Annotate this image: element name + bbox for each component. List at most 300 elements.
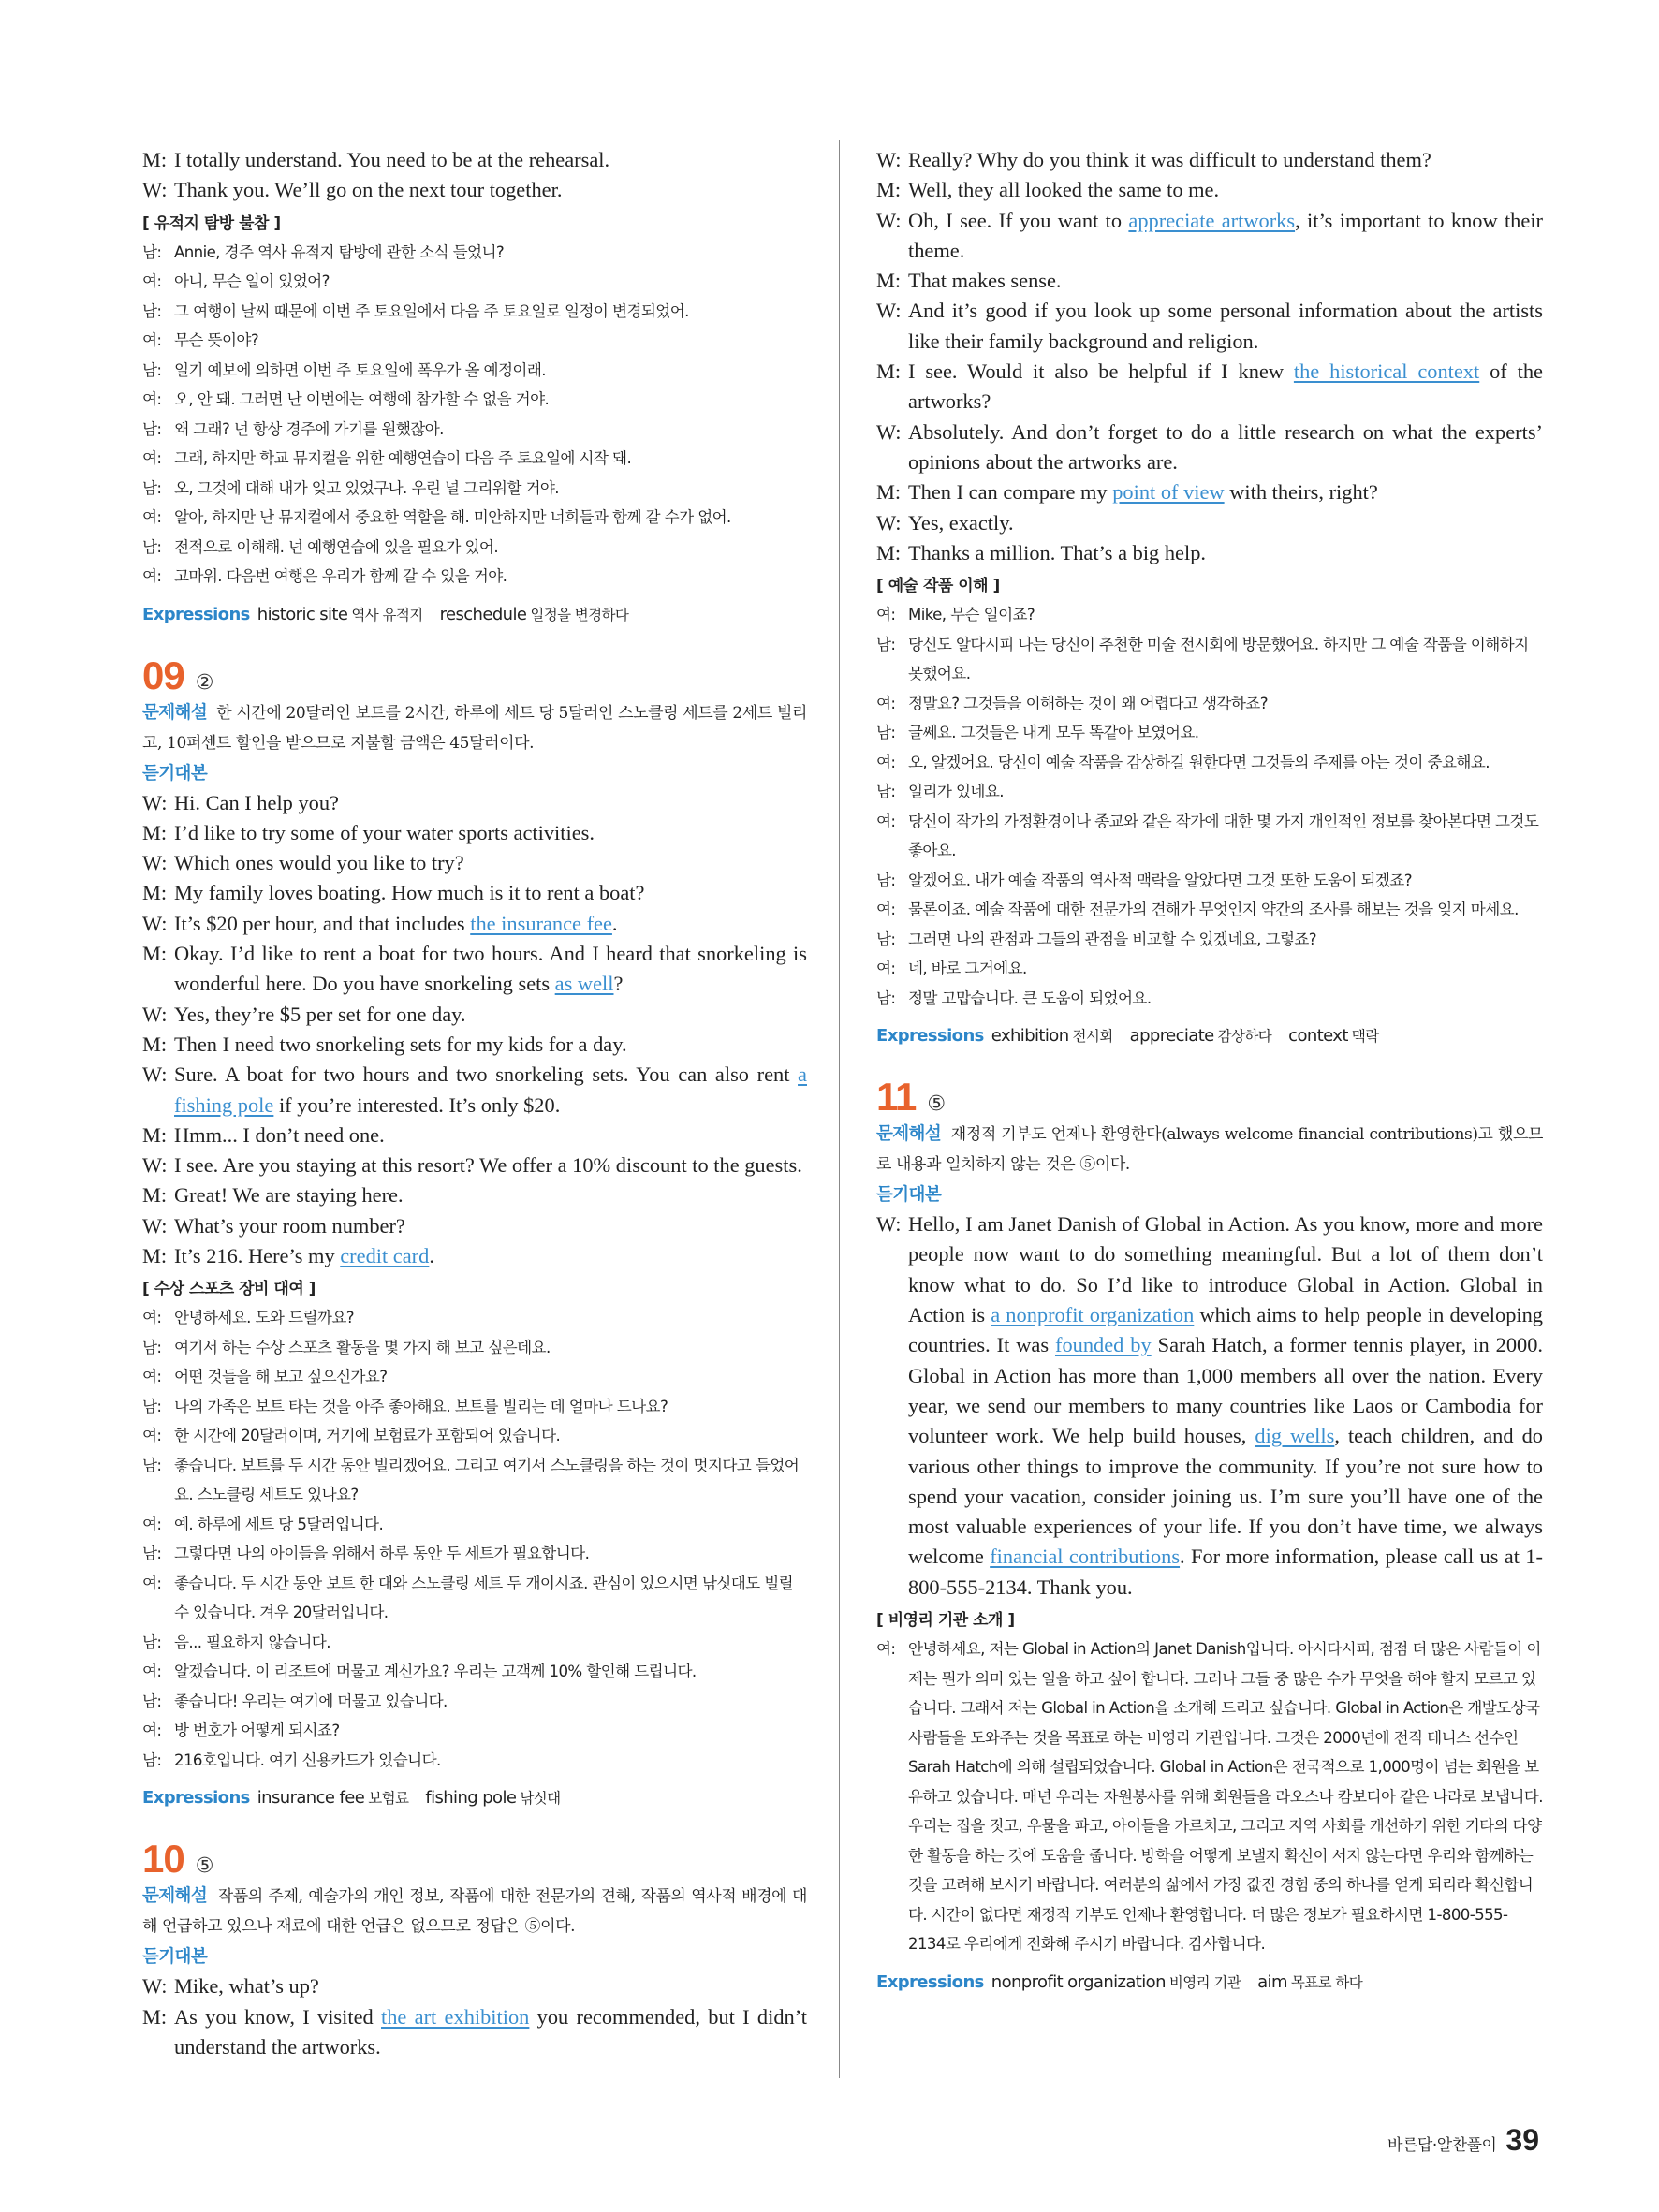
q11-explanation-label: 문제해설 xyxy=(876,1124,942,1145)
speaker: 여: xyxy=(142,1368,162,1386)
dialogue-line xyxy=(142,1060,807,1121)
dialogue-line xyxy=(142,2002,807,2063)
translation-line xyxy=(142,1421,807,1451)
line-text: 음... 필요하지 않습니다. xyxy=(174,1633,330,1651)
dialogue-line xyxy=(142,1211,807,1241)
line-text: 좋습니다. 두 시간 동안 보트 한 대와 스노클링 세트 두 개이시죠. 관심이 있으시면 낚싯대도 빌릴 수 있습니다. 겨우 20달러입니다. xyxy=(174,1574,794,1622)
q10-explanation-text: 작품의 주제, 예술가의 개인 정보, 작품에 대한 전문가의 견해, 작품의 역사적 배경에 대해 언급하고 있으나 재료에 대한 언급은 없으므로 정답은 ⑤이다. xyxy=(142,1887,807,1937)
speaker: 남: xyxy=(142,1751,162,1769)
expression-meaning: 전시회 xyxy=(1072,1028,1113,1046)
line-text: 고마워. 다음번 여행은 우리가 함께 갈 수 있을 거야. xyxy=(174,567,507,586)
q10-number: 10 xyxy=(142,1837,184,1882)
text-segment: ? xyxy=(613,972,624,996)
line-text: 아니, 무슨 일이 있었어? xyxy=(174,272,330,291)
q10-translation xyxy=(876,600,1543,1013)
highlight-phrase: founded by xyxy=(1054,1333,1152,1357)
text-segment: I see. Would it also be helpful if I knew xyxy=(908,359,1294,384)
line-text: 안녕하세요, 저는 Global in Action의 Janet Danish입니다. 아시다시피, 점점 더 많은 사람들이 이제는 뭔가 의미 있는 일을 하고 싶어 합니다. 그러나 그들 중 많은 수가 무엇을 해야 할지 모르고 있습니다. 그래서 저는 Global in Action을 소개해 드리고 싶습니다. Global in Action은 개발도상국 사람들을 도와주는 것을 목표로 하는 비영리 기관입니다. 그것은 2000년에 전직 테니스 선수인 Sarah Hatch에 의해 설립되었습니다. Global in Action은 전국적으로 1,000명이 넘는 회원을 보유하고 있습니다. 매년 우리는 자원봉사를 위해 회원들을 라오스나 캄보디아 같은 나라로 보냅니다. 우리는 집을 짓고, 우물을 파고, 아이들을 가르치고, 그리고 지역 사회를 개선하기 위한 기타의 다양한 활동을 하는 것에 도움을 줍니다. 방학을 어떻게 보낼지 확신이 서지 않는다면 우리와 함께하는 것을 고려해 보시기 바랍니다. 여러분의 삶에서 가장 값진 경험 중의 하나를 얻게 되리라 확신합니다. 시간이 없다면 재정적 기부도 언제나 환영합니다. 더 많은 정보가 필요하시면 1-800-555-2134로 우리에게 전화해 주시기 바랍니다. 감사합니다. xyxy=(908,1640,1543,1954)
speaker: 남: xyxy=(142,1692,162,1710)
speaker: 남: xyxy=(142,1456,162,1474)
dialogue-line xyxy=(876,296,1543,357)
line-text xyxy=(174,939,807,1000)
line-text: 당신도 알다시피 나는 당신이 추천한 미술 전시회에 방문했어요. 하지만 그 예술 작품을 이해하지 못했어요. xyxy=(908,635,1529,683)
line-text: 정말요? 그것들을 이해하는 것이 왜 어렵다고 생각하죠? xyxy=(908,694,1268,712)
speaker: M: xyxy=(876,480,902,505)
expression-term: nonprofit organization xyxy=(991,1971,1166,1992)
page-footer xyxy=(1387,2123,1539,2158)
dialogue-line xyxy=(142,1121,807,1150)
highlight-phrase: the art exhibition xyxy=(381,2004,530,2029)
highlight-phrase: the insurance fee xyxy=(470,911,612,935)
line-text: 방 번호가 어떻게 되시죠? xyxy=(174,1721,340,1740)
speaker: W: xyxy=(142,178,168,202)
dialogue-line xyxy=(142,1971,807,2001)
line-text: 물론이죠. 예술 작품에 대한 전문가의 견해가 무엇인지 약간의 조사를 해보는 것을 잊지 마세요. xyxy=(908,901,1519,919)
translation-line xyxy=(876,954,1543,984)
translation-line xyxy=(142,1362,807,1392)
speaker: 남: xyxy=(142,1545,162,1563)
line-text: 216호입니다. 여기 신용카드가 있습니다. xyxy=(174,1751,441,1769)
q10-script-label: 듣기대본 xyxy=(142,1947,208,1968)
q09-number: 09 xyxy=(142,652,184,697)
q10-header xyxy=(142,1837,807,1882)
line-text: 네, 바로 그거에요. xyxy=(908,960,1027,978)
text-segment: And it’s good if you look up some personal information about the artists like their family background and religion. xyxy=(908,299,1543,353)
line-text: 당신이 작가의 가정환경이나 종교와 같은 작가에 대한 몇 가지 개인적인 정보를 찾아본다면 그것도 좋아요. xyxy=(908,812,1539,860)
expression-meaning: 일정을 변경하다 xyxy=(530,606,629,623)
speaker: W: xyxy=(876,299,902,323)
speaker: 남: xyxy=(876,724,896,742)
line-text xyxy=(174,1150,807,1180)
line-text xyxy=(908,296,1543,357)
translation-line xyxy=(142,1628,807,1658)
q08-translation xyxy=(142,238,807,592)
highlight-phrase: dig wells xyxy=(1255,1424,1335,1448)
text-segment: That makes sense. xyxy=(908,269,1062,293)
text-segment: As you know, I visited xyxy=(174,2004,381,2029)
text-segment: Sarah Hatch, a former tennis player, in 2000. Global in Action has more than 1,000 members all over the nation. Every year, we send our members to many countries like Laos or Cambodia for volunteer work. We help build houses, xyxy=(908,1333,1543,1448)
text-segment: . xyxy=(429,1244,434,1268)
q09-expressions xyxy=(142,1784,807,1812)
q10-explanation xyxy=(142,1882,807,1941)
speaker: 여: xyxy=(876,901,896,919)
line-text: 오, 알겠어요. 당신이 예술 작품을 감상하길 원한다면 그것들의 주제를 아는 것이 중요해요. xyxy=(908,753,1490,771)
q08-expressions xyxy=(142,601,807,629)
dialogue-line xyxy=(142,878,807,908)
q11-explanation xyxy=(876,1120,1543,1179)
text-segment: My family loves boating. How much is it to rent a boat? xyxy=(174,881,645,905)
expression-term: reschedule xyxy=(439,604,527,624)
speaker: 남: xyxy=(142,1397,162,1415)
expression-meaning: 역사 유적지 xyxy=(351,606,423,623)
dialogue-line xyxy=(142,1000,807,1030)
q10-expressions xyxy=(876,1022,1543,1050)
text-segment: which aims to help people in developing countries. It was xyxy=(908,1303,1543,1357)
speaker: 남: xyxy=(142,419,162,438)
dialogue-line xyxy=(142,1180,807,1210)
translation-line xyxy=(142,1569,807,1628)
translation-line xyxy=(142,1451,807,1510)
speaker: 여: xyxy=(142,1427,162,1445)
text-segment: if you’re interested. It’s only $20. xyxy=(273,1092,561,1117)
line-text: 좋습니다! 우리는 여기에 머물고 있습니다. xyxy=(174,1692,448,1710)
line-text xyxy=(174,788,807,818)
speaker: 여: xyxy=(142,567,162,586)
highlight-phrase: appreciate artworks xyxy=(1128,208,1296,232)
speaker: 여: xyxy=(142,1574,162,1592)
dialogue-line xyxy=(142,1241,807,1271)
line-text: Annie, 경주 역사 유적지 탐방에 관한 소식 들었니? xyxy=(174,242,505,261)
line-text xyxy=(174,1211,807,1241)
dialogue-line xyxy=(142,1030,807,1060)
line-text: 좋습니다. 보트를 두 시간 동안 빌리겠어요. 그리고 여기서 스노클링을 하는 것이 멋지다고 들었어요. 스노클링 세트도 있나요? xyxy=(174,1456,800,1504)
speaker: 남: xyxy=(876,635,896,653)
q11-script xyxy=(876,1209,1543,1603)
text-segment: Really? Why do you think it was difficult to understand them? xyxy=(908,148,1431,171)
q08-script-end xyxy=(142,145,807,206)
highlight-phrase: the historical context xyxy=(1293,359,1480,384)
line-text xyxy=(174,818,807,848)
line-text xyxy=(908,1209,1543,1603)
text-segment: you recommended, but I didn’t understand the artworks. xyxy=(174,2004,807,2058)
dialogue-line xyxy=(142,145,807,175)
text-segment: Hi. Can I help you? xyxy=(174,790,339,814)
translation-line xyxy=(876,600,1543,630)
text-segment: Well, they all looked the same to me. xyxy=(908,178,1220,202)
q11-answer: ⑤ xyxy=(927,1092,947,1117)
dialogue-line xyxy=(142,175,807,205)
speaker: W: xyxy=(142,851,168,875)
text-segment: It’s 216. Here’s my xyxy=(174,1244,341,1268)
line-text xyxy=(174,909,807,939)
q09-explanation-text: 한 시간에 20달러인 보트를 2시간, 하루에 세트 당 5달러인 스노클링 세트를 2세트 빌리고, 10퍼센트 할인을 받으므로 지불할 금액은 45달러이다. xyxy=(142,703,807,753)
text-segment: , teach children, and do various other things to improve the community. If you’re not sure how to spend your vacation, consider joining us. I’m sure you’ll have one of the most valuable experiences of your life. If you don’t have time, we always welcome xyxy=(908,1424,1543,1569)
translation-line xyxy=(876,895,1543,925)
text-segment: I see. Are you staying at this resort? We offer a 10% discount to the guests. xyxy=(174,1153,802,1178)
translation-line xyxy=(142,1392,807,1422)
text-segment: Oh, I see. If you want to xyxy=(908,208,1129,232)
speaker: W: xyxy=(876,1212,902,1237)
line-text: 그러면 나의 관점과 그들의 관점을 비교할 수 있겠네요, 그렇죠? xyxy=(908,930,1317,948)
text-segment: . xyxy=(611,911,618,935)
speaker: 남: xyxy=(142,1338,162,1356)
text-segment: Yes, they’re $5 per set for one day. xyxy=(174,1002,466,1026)
text-segment: Thanks a million. That’s a big help. xyxy=(908,540,1206,564)
line-text xyxy=(174,2002,807,2063)
translation-line xyxy=(142,1657,807,1687)
speaker: 남: xyxy=(876,871,896,889)
line-text xyxy=(908,538,1543,568)
speaker: 여: xyxy=(142,1721,162,1740)
speaker: 여: xyxy=(876,694,896,712)
right-column xyxy=(876,145,1543,1997)
text-segment: with theirs, right? xyxy=(1224,480,1378,505)
speaker: 남: xyxy=(142,301,162,320)
line-text: 그 여행이 날씨 때문에 이번 주 토요일에서 다음 주 토요일로 일정이 변경되었어. xyxy=(174,301,689,320)
dialogue-line xyxy=(142,909,807,939)
translation-line xyxy=(142,1510,807,1540)
text-segment: Hmm... I don’t need one. xyxy=(174,1122,385,1147)
line-text xyxy=(174,1000,807,1030)
translation-line xyxy=(876,1634,1543,1959)
dialogue-line xyxy=(876,145,1543,175)
text-segment: Which ones would you like to try? xyxy=(174,851,464,875)
text-segment: . For more information, please call us at 1-800-555-2134. Thank you. xyxy=(908,1545,1543,1599)
page-number: 39 xyxy=(1505,2123,1539,2157)
speaker: M: xyxy=(142,1032,168,1056)
q10-script-continued xyxy=(876,145,1543,568)
line-text xyxy=(174,1180,807,1210)
expression-term: aim xyxy=(1257,1971,1287,1992)
line-text: 안녕하세요. 도와 드릴까요? xyxy=(174,1309,354,1327)
text-segment: Mike, what’s up? xyxy=(174,1974,319,1999)
speaker: 여: xyxy=(142,1663,162,1681)
dialogue-line xyxy=(876,417,1543,478)
expressions-label: Expressions xyxy=(876,1971,984,1992)
text-segment: , it’s important to know their theme. xyxy=(908,208,1543,262)
expression-meaning: 목표로 하다 xyxy=(1290,1973,1363,1991)
translation-line xyxy=(142,1303,807,1333)
column-divider xyxy=(839,140,840,2078)
dialogue-line xyxy=(142,848,807,878)
translation-line xyxy=(142,297,807,327)
line-text: 예. 하루에 세트 당 5달러입니다. xyxy=(174,1515,384,1533)
dialogue-line xyxy=(876,175,1543,205)
q09-header xyxy=(142,653,807,698)
translation-line xyxy=(142,1716,807,1746)
line-text: 알아, 하지만 난 뮤지컬에서 중요한 역할을 해. 미안하지만 너희들과 함께 갈 수가 없어. xyxy=(174,508,731,527)
translation-line xyxy=(142,238,807,268)
q11-translation xyxy=(876,1634,1543,1959)
line-text: 정말 고맙습니다. 큰 도움이 되었어요. xyxy=(908,989,1152,1007)
q11-explanation-text: 재정적 기부도 언제나 환영한다(always welcome financial contributions)고 했으므로 내용과 일치하지 않는 것은 ⑤이다. xyxy=(876,1125,1543,1175)
speaker: M: xyxy=(142,2004,168,2029)
speaker: 여: xyxy=(142,449,162,468)
dialogue-line xyxy=(876,357,1543,417)
dialogue-line xyxy=(876,538,1543,568)
translation-line xyxy=(142,267,807,297)
q10-translation-title: [ 예술 작품 이해 ] xyxy=(876,577,1000,596)
translation-line xyxy=(876,866,1543,896)
line-text: 전적으로 이해해. 넌 예행연습에 있을 필요가 있어. xyxy=(174,537,498,556)
line-text xyxy=(174,1030,807,1060)
speaker: 여: xyxy=(876,753,896,771)
line-text: Thank you. We’ll go on the next tour together. xyxy=(174,178,563,202)
expression-term: appreciate xyxy=(1129,1026,1214,1047)
speaker: M: xyxy=(142,1122,168,1147)
line-text: 어떤 것들을 해 보고 싶으신가요? xyxy=(174,1368,388,1386)
q09-explanation-label: 문제해설 xyxy=(142,702,208,723)
speaker: W: xyxy=(876,148,902,171)
line-text: 나의 가족은 보트 타는 것을 아주 좋아해요. 보트를 빌리는 데 얼마나 드나요? xyxy=(174,1397,668,1415)
line-text xyxy=(908,508,1543,538)
text-segment: Then I need two snorkeling sets for my kids for a day. xyxy=(174,1032,627,1056)
speaker: 여: xyxy=(876,1640,896,1659)
line-text: 여기서 하는 수상 스포츠 활동을 몇 가지 해 보고 싶은데요. xyxy=(174,1338,551,1356)
q10-answer: ⑤ xyxy=(195,1854,214,1879)
speaker: W: xyxy=(142,911,168,935)
speaker: 여: xyxy=(876,960,896,978)
dialogue-line xyxy=(142,788,807,818)
q10-explanation-label: 문제해설 xyxy=(142,1886,208,1907)
translation-line xyxy=(876,748,1543,778)
translation-line xyxy=(142,385,807,415)
speaker: 남: xyxy=(142,242,162,261)
speaker: M: xyxy=(142,1183,168,1208)
speaker: W: xyxy=(142,1062,168,1087)
line-text: 오, 그것에 대해 내가 잊고 있었구나. 우린 널 그리워할 거야. xyxy=(174,478,559,497)
translation-line xyxy=(142,533,807,563)
speaker: M: xyxy=(876,269,902,293)
line-text: 오, 안 돼. 그러면 난 이번에는 여행에 참가할 수 없을 거야. xyxy=(174,390,550,409)
expression-term: context xyxy=(1288,1026,1348,1047)
line-text: 일리가 있네요. xyxy=(908,783,1004,801)
line-text xyxy=(174,1971,807,2001)
expressions-label: Expressions xyxy=(142,604,250,624)
expression-term: insurance fee xyxy=(257,1788,365,1809)
q11-translation-title: [ 비영리 기관 소개 ] xyxy=(876,1611,1015,1631)
text-segment: Great! We are staying here. xyxy=(174,1183,404,1208)
speaker: 여: xyxy=(876,812,896,830)
line-text xyxy=(174,1121,807,1150)
q09-translation-title: [ 수상 스포츠 장비 대여 ] xyxy=(142,1280,316,1299)
q08-translation-title: [ 유적지 탐방 불참 ] xyxy=(142,213,281,233)
q10-script xyxy=(142,1971,807,2062)
dialogue-line xyxy=(142,818,807,848)
line-text: 그렇다면 나의 아이들을 위해서 하루 동안 두 세트가 필요합니다. xyxy=(174,1545,590,1563)
highlight-phrase: financial contributions xyxy=(990,1545,1181,1569)
line-text: 무슨 뜻이야? xyxy=(174,331,259,350)
expressions-label: Expressions xyxy=(876,1026,984,1047)
translation-line xyxy=(876,718,1543,748)
speaker: 여: xyxy=(142,272,162,291)
text-segment: of the artworks? xyxy=(908,359,1544,414)
speaker: W: xyxy=(142,790,168,814)
speaker: M: xyxy=(142,820,168,844)
speaker: W: xyxy=(876,419,902,444)
q09-translation xyxy=(142,1303,807,1775)
text-segment: Absolutely. And don’t forget to do a little research on what the experts’ opinions about the artworks are. xyxy=(908,419,1543,474)
translation-line xyxy=(142,1333,807,1363)
speaker: 여: xyxy=(142,508,162,527)
speaker: 여: xyxy=(142,390,162,409)
speaker: W: xyxy=(142,1002,168,1026)
speaker: M: xyxy=(142,881,168,905)
speaker: 남: xyxy=(876,783,896,801)
translation-line xyxy=(142,1746,807,1776)
speaker: 여: xyxy=(876,606,896,624)
line-text: 왜 그래? 넌 항상 경주에 가기를 원했잖아. xyxy=(174,419,444,438)
speaker: W: xyxy=(142,1213,168,1238)
speaker: M: xyxy=(142,148,168,171)
line-text: 그래, 하지만 학교 뮤지컬을 위한 예행연습이 다음 주 토요일에 시작 돼. xyxy=(174,449,632,468)
text-segment: Yes, exactly. xyxy=(908,510,1014,535)
expression-term: fishing pole xyxy=(425,1788,517,1809)
text-segment: It’s $20 per hour, and that includes xyxy=(174,911,471,935)
speaker: 남: xyxy=(142,537,162,556)
line-text xyxy=(908,206,1543,267)
speaker: M: xyxy=(142,1244,168,1268)
dialogue-line xyxy=(876,508,1543,538)
speaker: W: xyxy=(142,1153,168,1178)
line-text: 알겠습니다. 이 리조트에 머물고 계신가요? 우리는 고객께 10% 할인해 드립니다. xyxy=(174,1663,697,1681)
dialogue-line xyxy=(142,939,807,1000)
q09-script xyxy=(142,788,807,1272)
line-text xyxy=(908,175,1543,205)
speaker: 남: xyxy=(142,478,162,497)
translation-line xyxy=(876,777,1543,807)
line-text xyxy=(908,266,1543,296)
book-label: 바른답·알찬풀이 xyxy=(1387,2136,1497,2155)
expression-term: historic site xyxy=(257,604,348,624)
speaker: W: xyxy=(142,1974,168,1999)
line-text xyxy=(174,848,807,878)
line-text: 일기 예보에 의하면 이번 주 토요일에 폭우가 올 예정이래. xyxy=(174,360,546,379)
speaker: 여: xyxy=(142,1515,162,1533)
speaker: W: xyxy=(876,208,902,232)
line-text: I totally understand. You need to be at the rehearsal. xyxy=(174,148,610,171)
speaker: M: xyxy=(876,359,902,384)
dialogue-line xyxy=(876,206,1543,267)
translation-line xyxy=(876,630,1543,689)
q11-number: 11 xyxy=(876,1075,917,1120)
q09-script-label: 듣기대본 xyxy=(142,763,208,784)
translation-line xyxy=(142,562,807,592)
speaker: 남: xyxy=(142,360,162,379)
text-segment: Then I can compare my xyxy=(908,480,1113,505)
highlight-phrase: point of view xyxy=(1112,480,1225,505)
left-column xyxy=(142,145,807,2062)
translation-line xyxy=(876,984,1543,1014)
highlight-phrase: as well xyxy=(554,972,614,996)
text-segment: What’s your room number? xyxy=(174,1213,405,1238)
line-text xyxy=(174,1060,807,1121)
text-segment: I’d like to try some of your water sports activities. xyxy=(174,820,595,844)
speaker: W: xyxy=(876,510,902,535)
speaker: 여: xyxy=(142,331,162,350)
text-segment: Sure. A boat for two hours and two snorkeling sets. You can also rent xyxy=(174,1062,799,1087)
dialogue-line xyxy=(876,477,1543,507)
expressions-label: Expressions xyxy=(142,1788,250,1809)
line-text: Mike, 무슨 일이죠? xyxy=(908,606,1035,624)
speaker: M: xyxy=(876,178,902,202)
text-segment: Hello, I am Janet Danish of Global in Action. As you know, more and more people now want to do something meaningful. But a lot of them don’t know what to do. So I’d like to introduce Global in Action. Global in Action is xyxy=(908,1212,1543,1327)
dialogue-line xyxy=(142,1150,807,1180)
expression-term: exhibition xyxy=(991,1026,1069,1047)
text-segment: Okay. I’d like to rent a boat for two hours. And I heard that snorkeling is wonderful here. Do you have snorkeling sets xyxy=(174,942,807,996)
q11-script-label: 듣기대본 xyxy=(876,1185,942,1206)
expression-meaning: 보험료 xyxy=(368,1790,409,1808)
q11-expressions xyxy=(876,1969,1543,1997)
speaker: 여: xyxy=(142,1309,162,1327)
translation-line xyxy=(142,415,807,445)
line-text xyxy=(908,417,1543,478)
translation-line xyxy=(142,474,807,504)
speaker: M: xyxy=(142,942,168,966)
line-text xyxy=(174,1241,807,1271)
expression-meaning: 낚싯대 xyxy=(520,1790,561,1808)
speaker: 남: xyxy=(876,989,896,1007)
line-text xyxy=(174,878,807,908)
translation-line xyxy=(142,1687,807,1717)
expression-meaning: 비영리 기관 xyxy=(1168,1973,1241,1991)
translation-line xyxy=(876,689,1543,719)
expression-meaning: 감상하다 xyxy=(1217,1028,1272,1046)
expression-meaning: 맥락 xyxy=(1351,1028,1379,1046)
highlight-phrase: credit card xyxy=(340,1244,430,1268)
translation-line xyxy=(876,807,1543,866)
line-text xyxy=(908,145,1543,175)
